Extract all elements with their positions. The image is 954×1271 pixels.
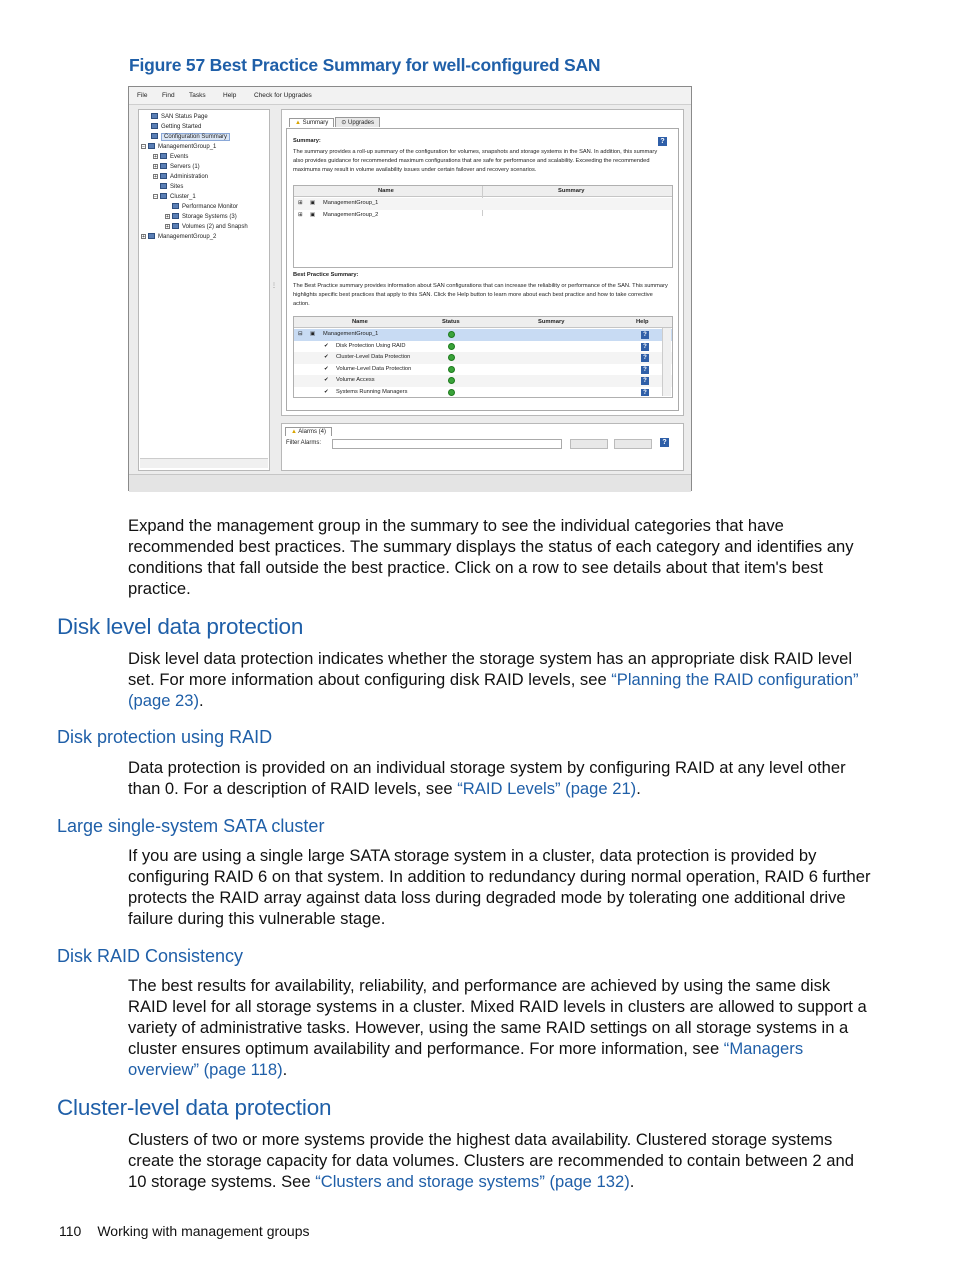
summary-icon [151, 133, 158, 139]
section-paragraph: The best results for availability, reliability, and performance are achieved by using the same disk RAID level for all storage systems in a cluster. Mixed RAID levels in clusters are allowed to support a variety of administrative tasks. However, using the same RAID settings on all storage systems in a cluster ensures optimum availability and performance. For more information, see “Managers overview” (page 118). [128, 976, 867, 1079]
check-icon: ✔ [324, 389, 329, 395]
tree-item-servers[interactable]: + Servers (1) [154, 164, 200, 170]
help-icon[interactable]: ? [641, 366, 649, 374]
page-number: 110 [59, 1223, 82, 1239]
expand-icon[interactable]: + [154, 164, 157, 170]
clear-button[interactable] [614, 439, 652, 449]
col-status[interactable]: Status [442, 319, 460, 325]
tree-item-storage-systems[interactable]: + Storage Systems (3) [166, 214, 237, 220]
section-paragraph: Data protection is provided on an individual storage system by configuring RAID at any level other than 0. For a description of RAID levels, see “RAID Levels” (page 21). [128, 758, 846, 798]
help-icon[interactable]: ? [660, 438, 669, 447]
tab-alarms[interactable]: ▲ Alarms (4) [285, 427, 332, 436]
status-bar [129, 474, 691, 492]
help-icon[interactable]: ? [641, 343, 649, 351]
section-paragraph: Clusters of two or more systems provide the highest data availability. Clustered storage systems create the storage capacity for data volumes. Clusters are recommended to contain between 2 and 10 storage systems. See “Clusters and storage systems” (page 132). [128, 1130, 854, 1191]
table-row[interactable]: ⊟ ▣ ManagementGroup_1 ? [294, 329, 672, 341]
group-icon: ▣ [310, 212, 316, 218]
summary-panel [281, 109, 684, 416]
help-icon[interactable]: ? [641, 354, 649, 362]
help-icon[interactable]: ? [641, 331, 649, 339]
menu-find[interactable]: Find [162, 92, 175, 99]
col-help[interactable]: Help [636, 319, 649, 325]
table-row[interactable]: ✔ Disk Protection Using RAID ? [294, 341, 672, 353]
expand-icon[interactable]: + [142, 234, 145, 240]
tree-item-cluster-1[interactable]: − Cluster_1 [154, 194, 196, 200]
best-practice-heading: Best Practice Summary: [293, 272, 359, 278]
collapse-icon[interactable]: ⊟ [298, 331, 303, 337]
table-row[interactable]: ✔ Systems Running Managers ? [294, 387, 672, 396]
events-icon [160, 153, 167, 159]
check-icon: ✔ [324, 365, 329, 372]
section-heading: Cluster-level data protection [57, 1095, 332, 1120]
summary-heading: Summary: [293, 138, 321, 144]
group-icon [148, 143, 155, 149]
subsection-heading: Disk protection using RAID [57, 727, 273, 747]
footer-section-title: Working with management groups [97, 1223, 310, 1239]
server-icon [160, 163, 167, 169]
subsection-heading: Large single-system SATA cluster [57, 816, 325, 836]
tree-item-sites[interactable]: Sites [160, 183, 183, 190]
storage-icon [172, 213, 179, 219]
expand-icon[interactable]: + [166, 224, 169, 230]
col-name[interactable]: Name [378, 188, 394, 194]
filter-button[interactable] [570, 439, 608, 449]
page-link[interactable]: “Clusters and storage systems” (page 132) [315, 1172, 630, 1191]
table-row[interactable]: ⊞ ▣ ManagementGroup_1 [294, 198, 672, 210]
help-icon[interactable]: ? [641, 377, 649, 385]
menu-tasks[interactable]: Tasks [189, 92, 206, 99]
warning-icon: ▲ [291, 429, 297, 435]
chart-icon [172, 203, 179, 209]
upgrade-icon: ⊙ [341, 120, 347, 126]
group-icon [148, 233, 155, 239]
tab-summary[interactable]: ▲ Summary [289, 118, 334, 127]
check-icon: ✔ [324, 354, 329, 361]
cluster-icon [160, 193, 167, 199]
tree-item-management-group-2[interactable]: + ManagementGroup_2 [142, 234, 217, 240]
collapse-icon[interactable]: − [142, 144, 145, 150]
table-row[interactable]: ⊞ ▣ ManagementGroup_2 [298, 212, 379, 218]
page-footer [59, 1223, 310, 1239]
page-icon [151, 123, 158, 129]
intro-paragraph: Expand the management group in the summary to see the individual categories that have recommended best practices. The summary displays the status of each category and identifies any conditions that fall outside the best practice. Click on a row to see details about that item's best practice. [128, 516, 854, 598]
expand-icon[interactable]: + [166, 214, 169, 220]
tree-item-configuration-summary[interactable]: Configuration Summary [151, 133, 230, 140]
help-icon[interactable]: ? [641, 389, 649, 396]
group-icon: ▣ [310, 331, 316, 337]
home-icon [151, 113, 158, 119]
volume-icon [172, 223, 179, 229]
tree-item-management-group-1[interactable]: − ManagementGroup_1 [142, 144, 217, 150]
tree-item-administration[interactable]: + Administration [154, 174, 209, 180]
tree-horizontal-scrollbar[interactable] [140, 458, 268, 468]
group-icon: ▣ [310, 200, 316, 206]
summary-description: The summary provides a roll-up summary of the configuration for volumes, snapshots and storage systems in the SAN. In addition, this summary also provides guidance for recommended maximum configurations that are safe for performance and scalability. Exceeding the recommended maximums may result in volume availability issues under certain failover and recovery scenarios. [293, 149, 658, 173]
best-practice-table [293, 316, 673, 398]
section-paragraph: Disk level data protection indicates whether the storage system has an appropriate disk RAID level set. For more information about configuring disk RAID levels, see “Planning the RAID configuration” (page 23). [128, 649, 859, 710]
collapse-icon[interactable]: − [154, 194, 157, 200]
filter-label: Filter Alarms: [286, 440, 322, 446]
best-practice-description: The Best Practice summary provides information about SAN configurations that can increase the reliability or performance of the SAN. This summary highlights specific best practices that apply to this SAN. Click the Help button to learn more about each best practice and how to take corrective action. [293, 283, 668, 307]
col-summary[interactable]: Summary [558, 188, 585, 194]
table-row[interactable]: ✔ Volume-Level Data Protection ? [294, 364, 672, 376]
status-ok-icon [448, 389, 455, 396]
status-ok-icon [448, 331, 455, 338]
expand-icon[interactable]: ⊞ [298, 212, 303, 218]
figure-screenshot [128, 86, 692, 491]
tree-item-san-status[interactable]: SAN Status Page [151, 113, 208, 120]
summary-table [293, 185, 673, 268]
menu-file[interactable]: File [137, 92, 148, 99]
globe-icon [160, 183, 167, 189]
status-ok-icon [448, 366, 455, 373]
page-link[interactable]: “Managers overview” (page 118) [128, 1039, 804, 1079]
splitter-handle[interactable]: ⋮ [271, 283, 277, 289]
help-icon[interactable]: ? [658, 137, 667, 146]
tree-item-getting-started[interactable]: Getting Started [151, 123, 201, 130]
table-row[interactable]: ✔ Cluster-Level Data Protection ? [294, 352, 672, 364]
menu-bar [129, 87, 691, 105]
filter-alarms-input[interactable] [332, 439, 562, 449]
subsection-heading: Disk RAID Consistency [57, 946, 244, 966]
tree-item-performance-monitor[interactable]: Performance Monitor [172, 203, 238, 210]
tab-upgrades[interactable]: ⊙ Upgrades [335, 117, 380, 127]
section-heading: Disk level data protection [57, 614, 304, 639]
table-scrollbar[interactable] [662, 328, 671, 396]
tree-item-volumes[interactable]: + Volumes (2) and Snapsh [166, 224, 248, 230]
summary-tab-content [286, 128, 679, 411]
status-ok-icon [448, 377, 455, 384]
menu-help[interactable]: Help [223, 92, 237, 99]
tree-item-events[interactable]: + Events [154, 154, 189, 160]
status-ok-icon [448, 343, 455, 350]
navigation-tree [138, 109, 270, 471]
col-name[interactable]: Name [352, 319, 368, 325]
table-row[interactable]: ✔ Volume Access ? [294, 375, 672, 387]
expand-icon[interactable]: + [154, 174, 157, 180]
warning-icon: ▲ [295, 120, 301, 126]
admin-icon [160, 173, 167, 179]
check-icon: ✔ [324, 342, 329, 349]
figure-caption: Figure 57 Best Practice Summary for well-configured SAN [129, 55, 601, 75]
alarms-panel [281, 423, 684, 471]
expand-icon[interactable]: ⊞ [298, 200, 303, 206]
page-link[interactable]: “RAID Levels” (page 21) [457, 779, 637, 798]
section-paragraph: If you are using a single large SATA storage system in a cluster, data protection is provided by configuring RAID 6 on that system. In addition to redundancy during normal operation, RAID 6 further protects the RAID array against data loss during degraded mode by tolerating one additional drive failure during this vulnerable stage. [128, 846, 871, 928]
menu-check-upgrades[interactable]: Check for Upgrades [254, 92, 312, 99]
check-icon: ✔ [324, 377, 329, 384]
col-summary[interactable]: Summary [538, 319, 565, 325]
page-link[interactable]: “Planning the RAID configuration” (page 23) [128, 670, 859, 710]
status-ok-icon [448, 354, 455, 361]
expand-icon[interactable]: + [154, 154, 157, 160]
